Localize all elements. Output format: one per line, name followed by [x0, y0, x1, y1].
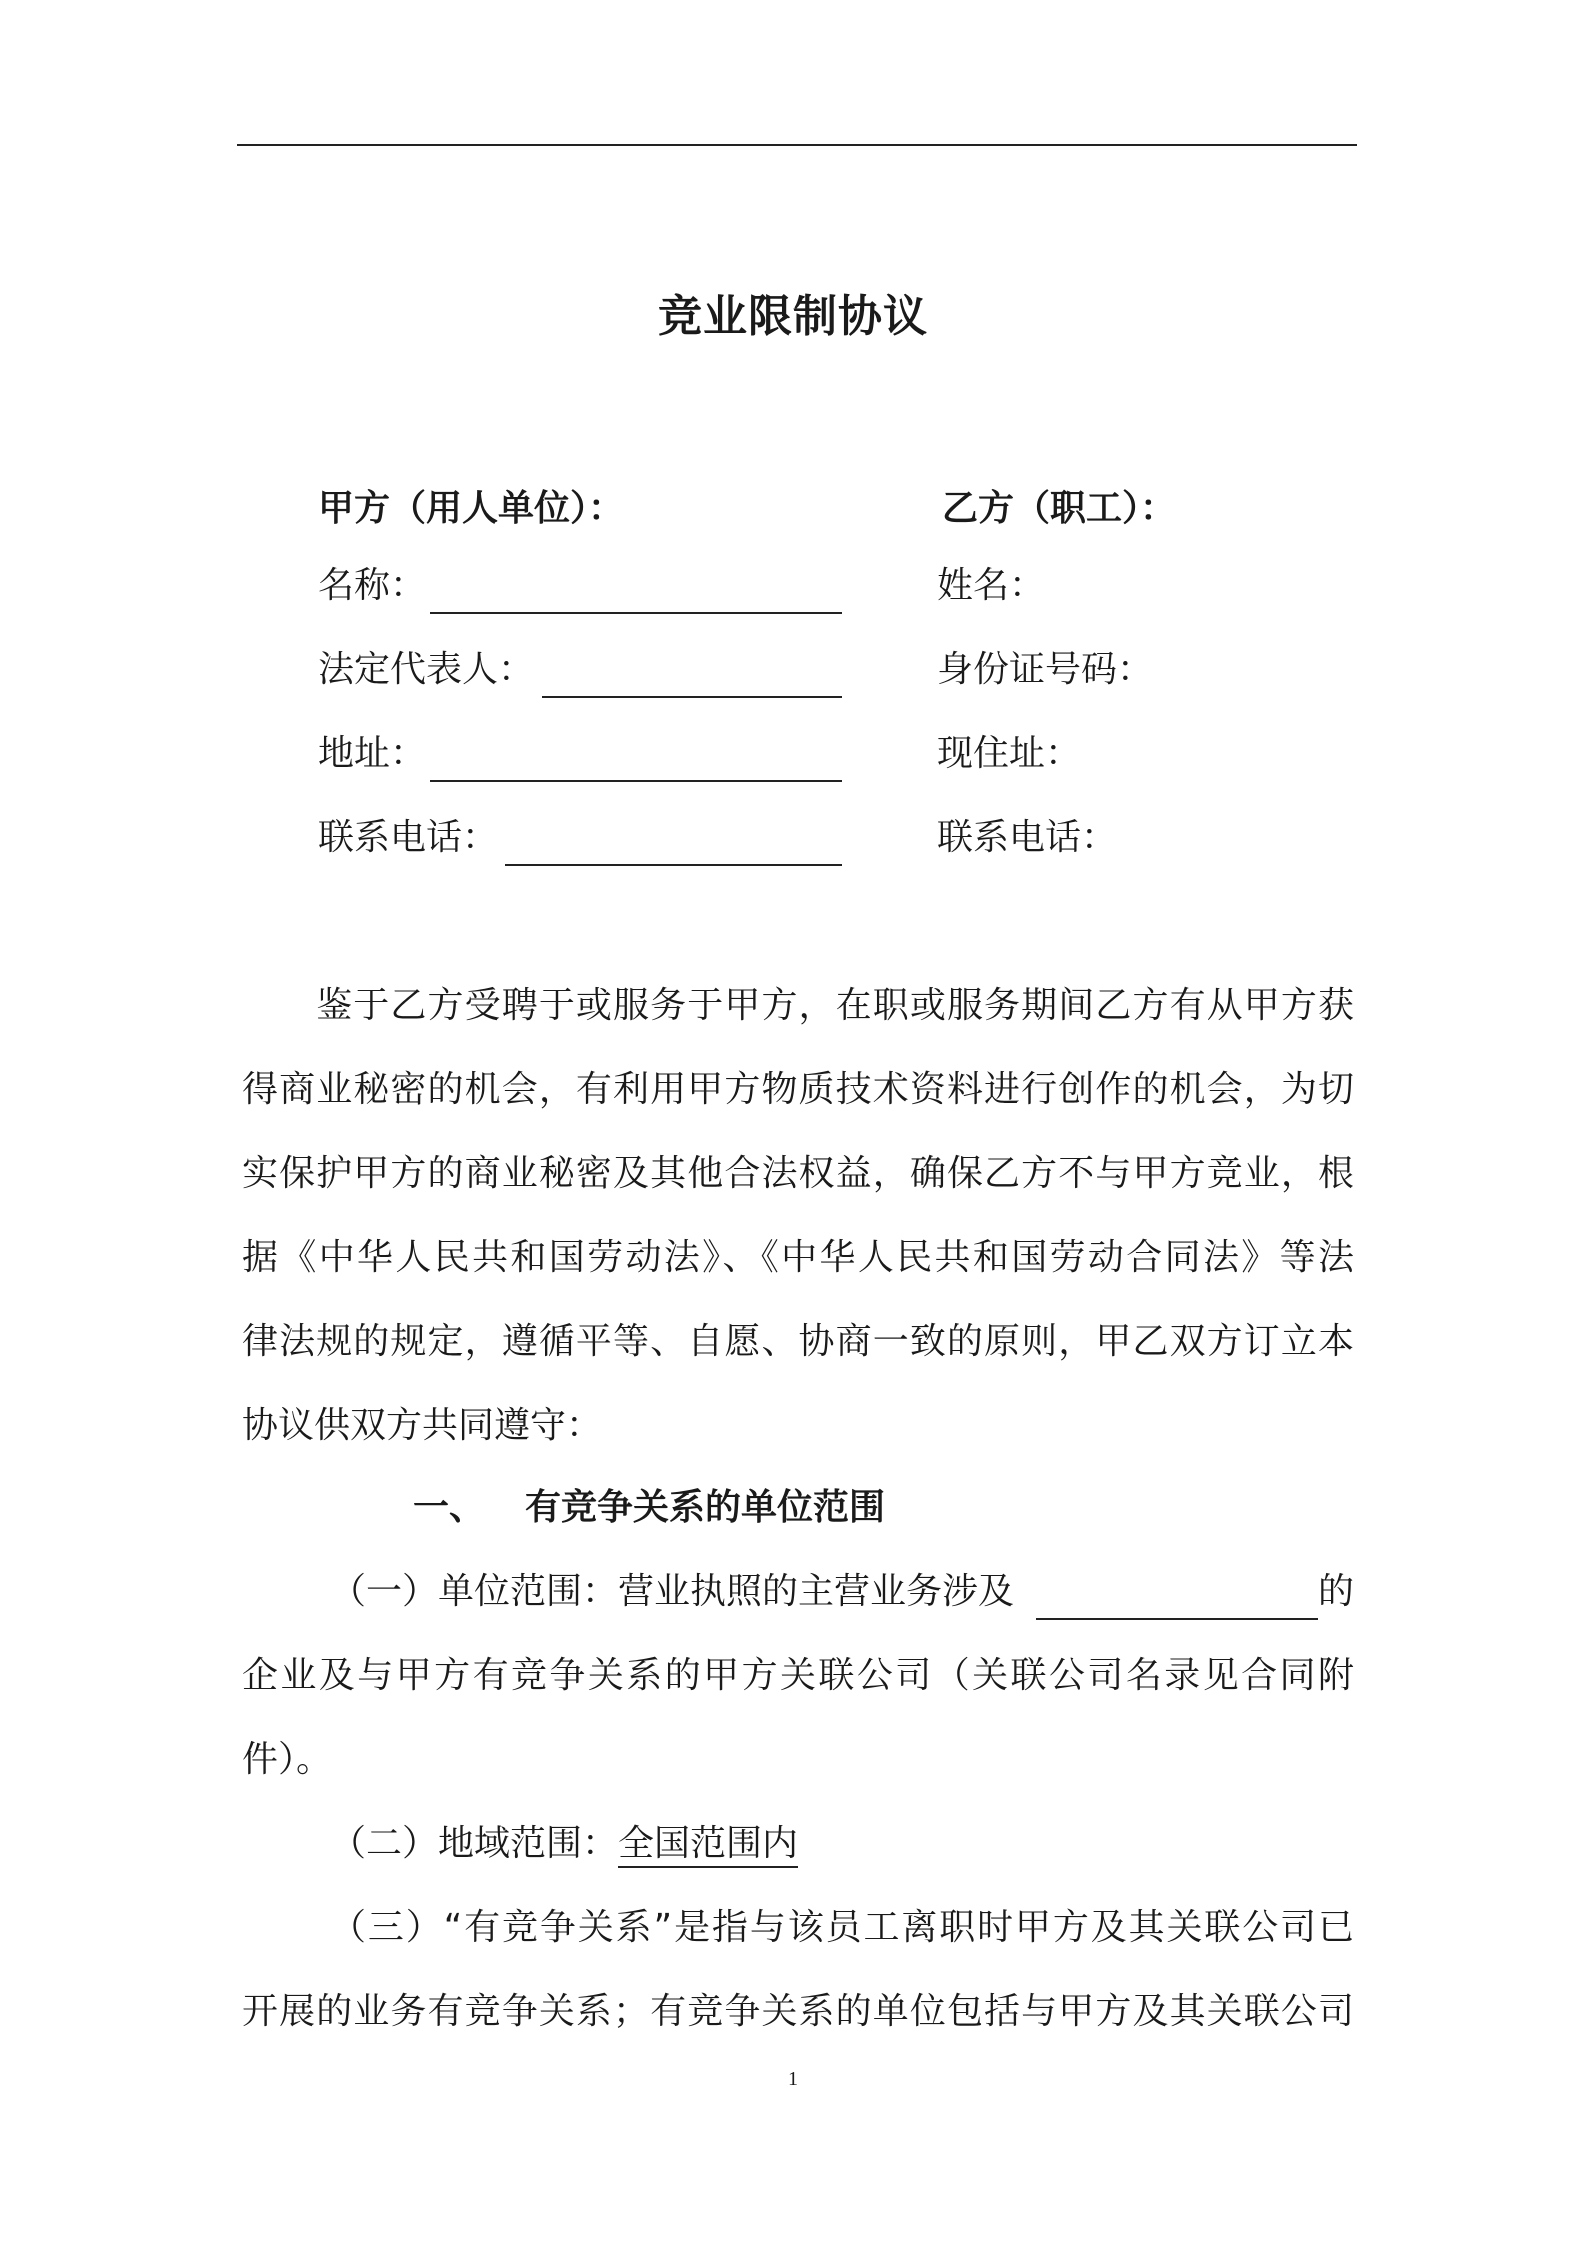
clause-1-prefix: （一）单位范围：营业执照的主营业务涉及	[330, 1571, 1015, 1612]
clause-3-line: 开展的业务有竞争关系；有竞争关系的单位包括与甲方及其关联公司	[242, 1991, 1354, 2032]
preamble-line: 实保护甲方的商业秘密及其他合法权益，确保乙方不与甲方竞业，根	[242, 1153, 1354, 1194]
preamble-line: 协议供双方共同遵守：	[242, 1405, 603, 1446]
party-a-legal-rep-label: 法定代表人：	[318, 649, 535, 690]
preamble-line: 得商业秘密的机会，有利用甲方物质技术资料进行创作的机会，为切	[242, 1069, 1354, 1110]
preamble-line: 据《中华人民共和国劳动法》、《中华人民共和国劳动合同法》等法	[242, 1237, 1354, 1278]
clause-1-business-blank[interactable]	[1036, 1618, 1318, 1620]
section-1-title: 有竞争关系的单位范围	[525, 1487, 886, 1528]
party-b-id-label: 身份证号码：	[937, 649, 1154, 690]
preamble-line: 鉴于乙方受聘于或服务于甲方，在职或服务期间乙方有从甲方获	[242, 985, 1354, 1026]
party-b-heading: 乙方（职工）：	[942, 488, 1177, 529]
party-a-legal-rep-blank[interactable]	[542, 696, 842, 698]
party-a-address-label: 地址：	[318, 733, 427, 774]
party-a-phone-blank[interactable]	[505, 864, 842, 866]
party-b-name-label: 姓名：	[937, 565, 1046, 606]
preamble-line: 律法规的规定，遵循平等、自愿、协商一致的原则，甲乙双方订立本	[242, 1321, 1354, 1362]
party-a-address-blank[interactable]	[430, 780, 842, 782]
party-b-address-label: 现住址：	[937, 733, 1082, 774]
document-title: 竞业限制协议	[658, 291, 928, 342]
clause-2-value: 全国范围内	[618, 1823, 798, 1868]
party-a-name-blank[interactable]	[430, 612, 842, 614]
party-b-phone-label: 联系电话：	[937, 817, 1118, 858]
party-a-name-label: 名称：	[318, 565, 427, 606]
party-a-phone-label: 联系电话：	[318, 817, 499, 858]
header-rule	[237, 144, 1357, 146]
section-1-heading	[413, 1484, 885, 1532]
page-number: 1	[788, 2068, 798, 2090]
clause-1-line: 企业及与甲方有竞争关系的甲方关联公司（关联公司名录见合同附	[242, 1655, 1354, 1696]
clause-1-suffix: 的	[1318, 1571, 1355, 1612]
clause-1-line: 件）。	[242, 1739, 333, 1780]
party-a-heading: 甲方（用人单位）：	[318, 488, 625, 529]
section-1-number: 一、	[413, 1487, 486, 1528]
clause-2-prefix: （二）地域范围：	[330, 1823, 619, 1864]
clause-3-line: （三）“有竞争关系”是指与该员工离职时甲方及其关联公司已	[330, 1907, 1354, 1948]
clause-2	[330, 1820, 798, 1868]
